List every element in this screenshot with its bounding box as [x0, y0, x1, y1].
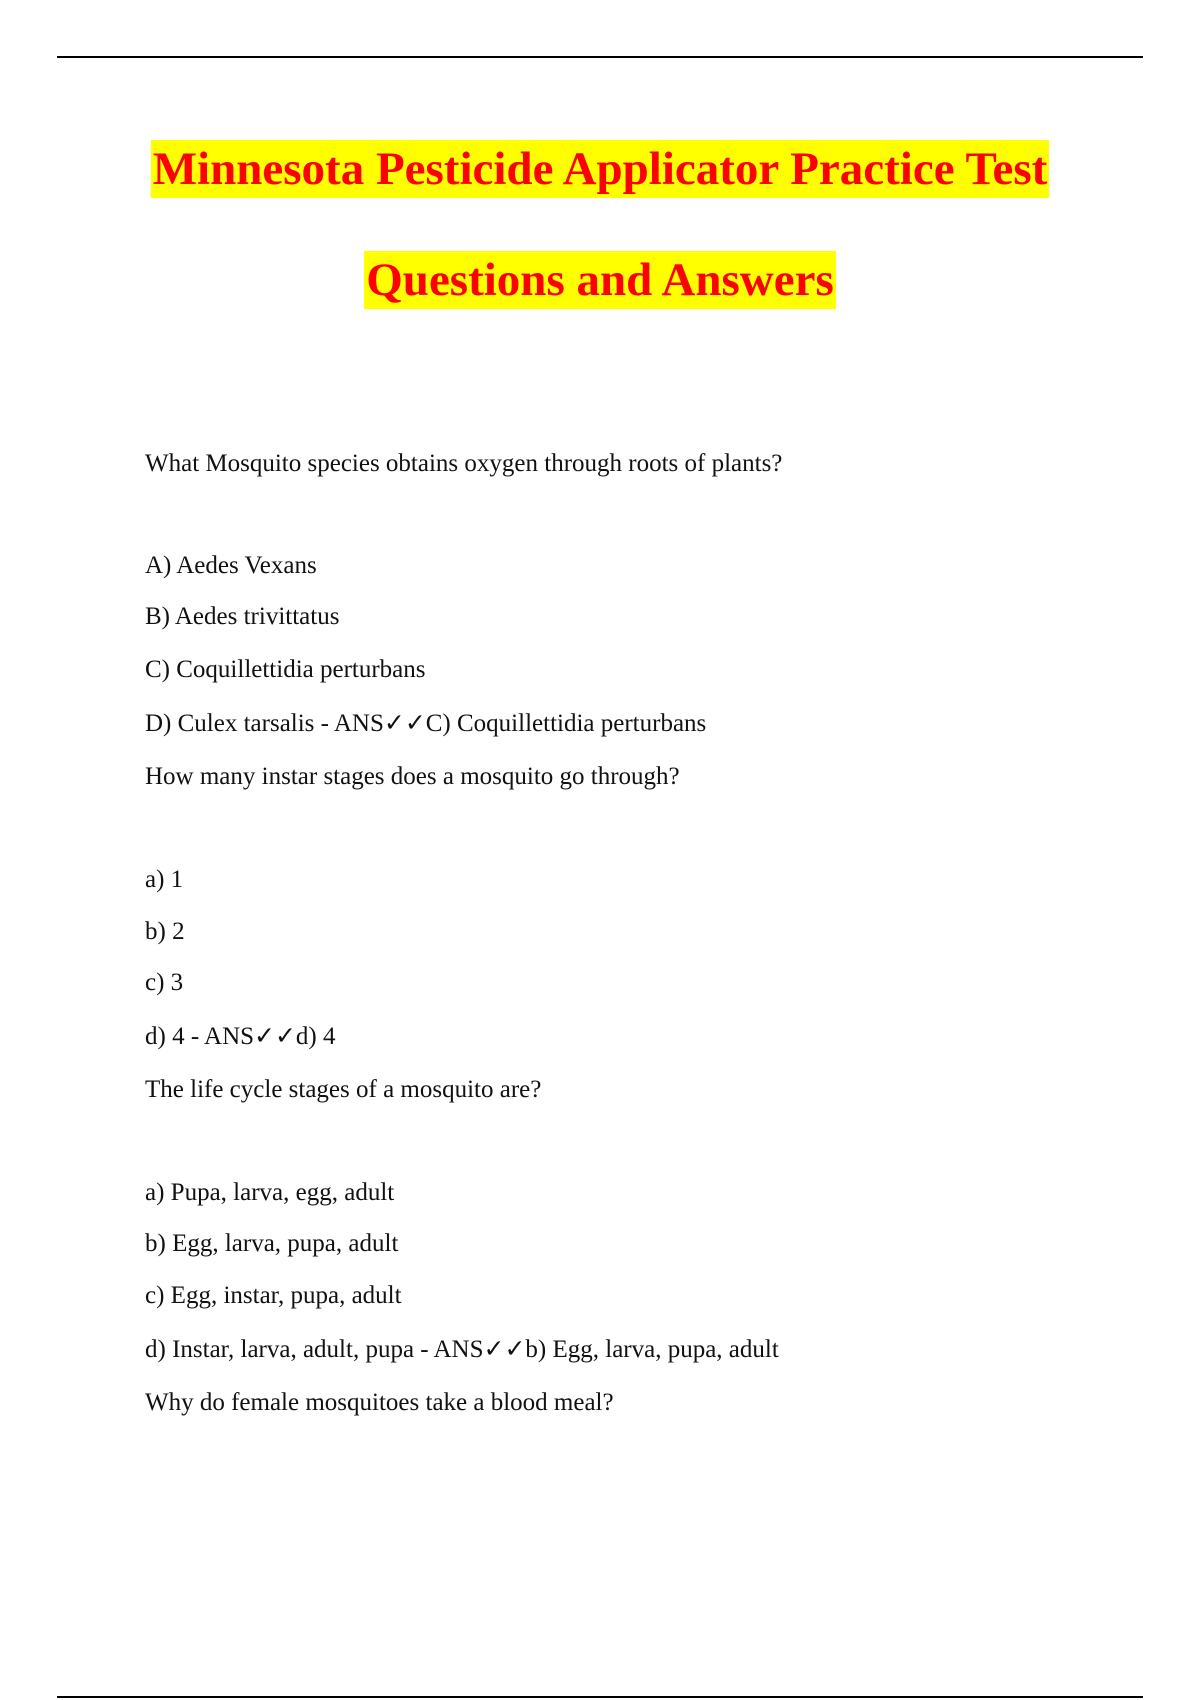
question-3-option-d-answer: d) Instar, larva, adult, pupa - ANS✓✓b) Egg, larva, pupa, adult — [145, 1336, 779, 1363]
question-1-option-b: B) Aedes trivittatus — [145, 603, 340, 630]
question-2-option-a: a) 1 — [145, 866, 184, 893]
question-2-option-c: c) 3 — [145, 969, 184, 996]
question-3-option-c: c) Egg, instar, pupa, adult — [145, 1282, 402, 1309]
header-rule — [57, 56, 1143, 58]
title-line-1: Minnesota Pesticide Applicator Practice Test — [151, 140, 1050, 198]
question-3-option-a: a) Pupa, larva, egg, adult — [145, 1179, 395, 1206]
question-3-option-b: b) Egg, larva, pupa, adult — [145, 1230, 399, 1257]
question-3-text: The life cycle stages of a mosquito are? — [145, 1076, 542, 1103]
question-1-option-d-answer: D) Culex tarsalis - ANS✓✓C) Coquillettidia perturbans — [145, 710, 707, 737]
document-title — [0, 140, 1200, 309]
question-2-text: How many instar stages does a mosquito go through? — [145, 763, 680, 790]
question-2-option-b: b) 2 — [145, 918, 185, 945]
question-2-option-d-answer: d) 4 - ANS✓✓d) 4 — [145, 1023, 336, 1050]
question-4-text: Why do female mosquitoes take a blood meal? — [145, 1389, 614, 1416]
question-1-option-c: C) Coquillettidia perturbans — [145, 656, 426, 683]
question-1-text: What Mosquito species obtains oxygen through roots of plants? — [145, 450, 783, 477]
footer-rule — [57, 1696, 1143, 1698]
question-1-option-a: A) Aedes Vexans — [145, 552, 317, 579]
title-line-2: Questions and Answers — [364, 251, 836, 309]
